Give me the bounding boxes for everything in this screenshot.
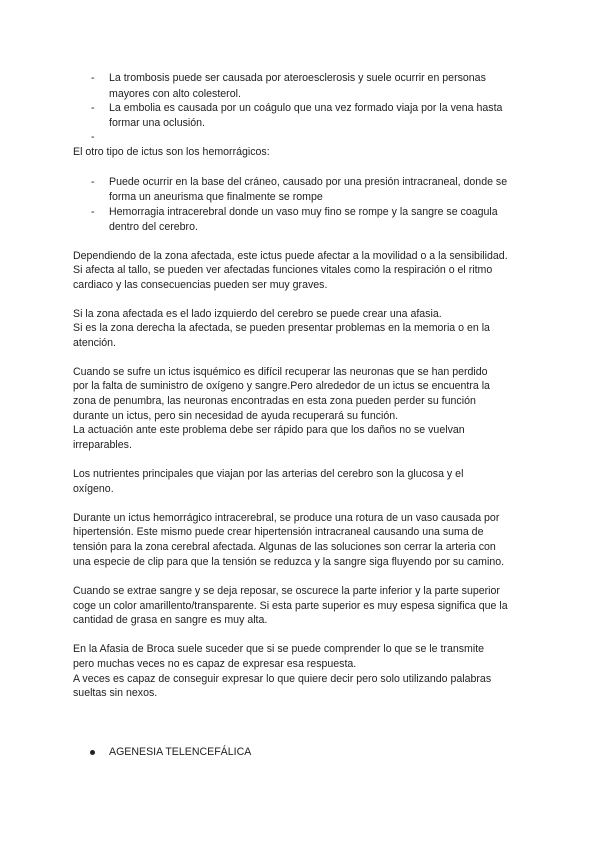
list-item-line: forma un aneurisma que finalmente se rompe	[109, 191, 323, 203]
list-item-line: formar una oclusión.	[109, 117, 205, 129]
paragraph-line: zona de penumbra, las neuronas encontradas en esta zona pueden perder su función	[73, 395, 476, 407]
paragraph-line: Cuando se extrae sangre y se deja reposar, se oscurece la parte inferior y la parte superior	[73, 585, 500, 597]
paragraph-line: pero muchas veces no es capaz de expresar esa respuesta.	[73, 658, 357, 670]
paragraph-line: tensión para la zona cerebral afectada. Algunas de las soluciones son cerrar la arteria con	[73, 541, 496, 553]
paragraph-line: A veces es capaz de conseguir expresar lo que quiere decir pero solo utilizando palabras	[73, 673, 492, 685]
list-item-line: Puede ocurrir en la base del cráneo, causado por una presión intracraneal, donde se	[109, 176, 508, 188]
list-dash: -	[91, 131, 95, 143]
list-dash: -	[91, 176, 95, 188]
paragraph-line: irreparables.	[73, 439, 132, 451]
paragraph-hemorrhagic-intro: El otro tipo de ictus son los hemorrágicos:	[73, 146, 270, 158]
paragraph-line: una especie de clip para que la tensión se reduzca y la sangre siga fluyendo por su camino.	[73, 556, 505, 568]
paragraph-line: La actuación ante este problema debe ser rápido para que los daños no se vuelvan	[73, 424, 465, 436]
paragraph-line: Cuando se sufre un ictus isquémico es difícil recuperar las neuronas que se han perdido	[73, 366, 488, 378]
list-dash: -	[91, 206, 95, 218]
paragraph-line: Si afecta al tallo, se pueden ver afectadas funciones vitales como la respiración o el ritmo	[73, 264, 493, 276]
paragraph-line: oxígeno.	[73, 483, 114, 495]
paragraph-line: Durante un ictus hemorrágico intracerebral, se produce una rotura de un vaso causada por	[73, 512, 500, 524]
list-dash: -	[91, 102, 95, 114]
list-item-line: Hemorragia intracerebral donde un vaso muy fino se rompe y la sangre se coagula	[109, 206, 498, 218]
paragraph-line: sueltas sin nexos.	[73, 687, 158, 699]
paragraph-line: durante un ictus, pero sin necesidad de ayuda recuperará su función.	[73, 410, 399, 422]
paragraph-line: por la falta de suministro de oxígeno y sangre.Pero alrededor de un ictus se encuentra la	[73, 380, 490, 392]
paragraph-line: En la Afasia de Broca suele suceder que si se puede comprender lo que se le transmite	[73, 643, 485, 655]
list-dash: -	[91, 72, 95, 84]
paragraph-line: atención.	[73, 337, 116, 349]
paragraph-line: Dependiendo de la zona afectada, este ictus puede afectar a la movilidad o a la sensibilidad.	[73, 250, 508, 262]
paragraph-line: cantidad de grasa en sangre es muy alta.	[73, 614, 268, 626]
paragraph-line: hipertensión. Este mismo puede crear hipertensión intracraneal causando una suma de	[73, 526, 484, 538]
list-item-line: mayores con alto colesterol.	[109, 88, 241, 100]
list-item-line: La embolia es causada por un coágulo que una vez formado viaja por la vena hasta	[109, 102, 503, 114]
bullet-dot-icon	[90, 750, 95, 755]
paragraph-line: Si la zona afectada es el lado izquierdo del cerebro se puede crear una afasia.	[73, 308, 442, 320]
list-item-line: dentro del cerebro.	[109, 221, 198, 233]
paragraph-line: Los nutrientes principales que viajan por las arterias del cerebro son la glucosa y el	[73, 468, 464, 480]
bullet-heading: AGENESIA TELENCEFÁLICA	[109, 746, 252, 758]
paragraph-line: coge un color amarillento/transparente. Si esta parte superior es muy espesa significa que la	[73, 600, 508, 612]
paragraph-line: cardiaco y las consecuencias pueden ser muy graves.	[73, 279, 328, 291]
list-item-line: La trombosis puede ser causada por ateroesclerosis y suele ocurrir en personas	[109, 72, 486, 84]
paragraph-line: Si es la zona derecha la afectada, se pueden presentar problemas en la memoria o en la	[73, 322, 490, 334]
